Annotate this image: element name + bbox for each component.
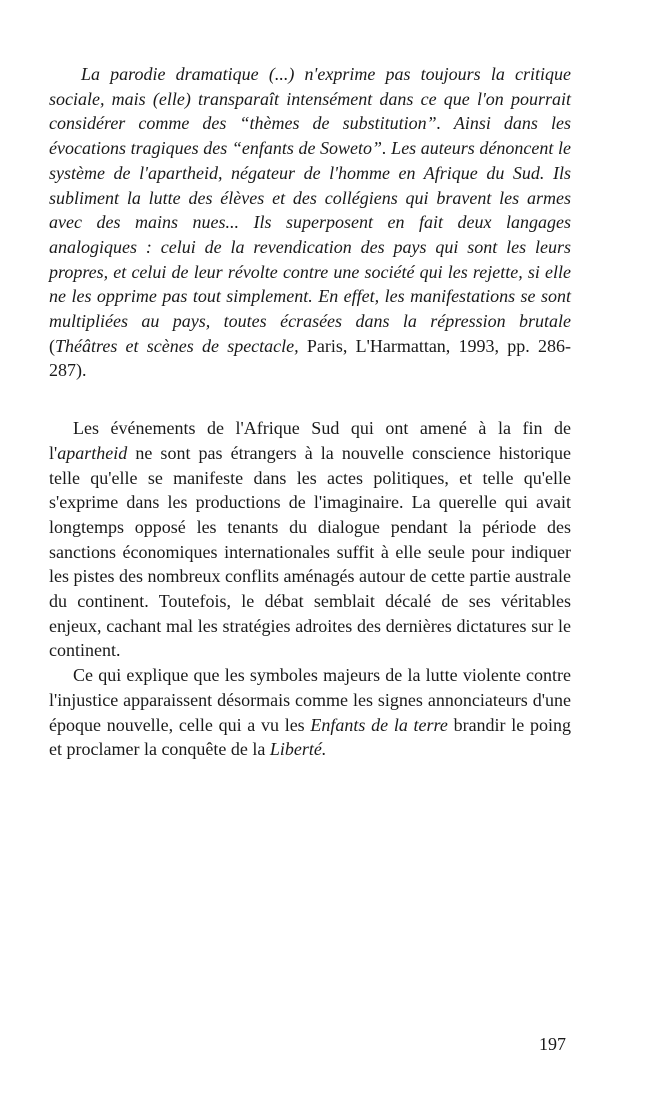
paragraph-symbols	[49, 663, 571, 762]
paragraph-apartheid	[49, 416, 571, 663]
term-apartheid: apartheid	[57, 442, 128, 463]
block-quote	[49, 62, 571, 383]
paragraph2-middle: brandir le poing et proclamer la conquête de la	[49, 714, 571, 760]
citation-details: Paris, L'Harmattan, 1993, pp. 286-287).	[49, 335, 571, 381]
paragraph1-start: Les événements de l'Afrique Sud qui ont amené à la fin de l'	[49, 418, 571, 463]
quote-text: La parodie dramatique (...) n'exprime pas toujours la critique sociale, mais (elle) transparaît intensément dans ce que l'on pourrait considérer comme des “thèmes de substitution”. Ainsi dans les évocations tragiques des “enfants de Soweto”. Les auteurs dénoncent le système de l'apartheid, négateur de l'homme en Afrique du Sud. Ils subliment la lutte des élèves et des collégiens qui bravent les armes avec des mains nues... Ils superposent en fait deux langages analogiques : celui de la revendication des pays qui sont les leurs propres, et celui de leur révolte contre une société qui les rejette, si elle ne les opprime pas tout simplement. En effet, les manifestations se sont multipliées au pays, toutes écrasées dans la répression brutale	[49, 64, 571, 332]
word-liberte: Liberté.	[269, 739, 327, 760]
paragraph2-start: Ce qui explique que les symboles majeurs de la lutte violente contre l'injustice apparaissent désormais comme les signes annonciateurs d'une époque nouvelle, celle qui a vu les	[49, 665, 571, 735]
page-content	[49, 62, 571, 762]
title-enfants-de-la-terre: Enfants de la terre	[310, 714, 448, 735]
citation-title: Théâtres et scènes de spectacle,	[55, 335, 299, 356]
page-number: 197	[539, 1034, 566, 1054]
paragraph1-end: ne sont pas étrangers à la nouvelle conscience historique telle qu'elle se manifeste dans les actes politiques, et telle qu'elle s'exprime dans les productions de l'imaginaire. La querelle qui avait longtemps opposé les tenants du dialogue pendant la période des sanctions économiques internationales suffit à elle seule pour indiquer les pistes des nombreux conflits aménagés autour de cette partie australe du continent. Toutefois, le débat semblait décalé de ses véritables enjeux, cachant mal les stratégies adroites des dernières dictatures sur le continent.	[49, 442, 571, 661]
paragraph-gap	[49, 383, 571, 416]
citation-open: (	[49, 335, 55, 356]
